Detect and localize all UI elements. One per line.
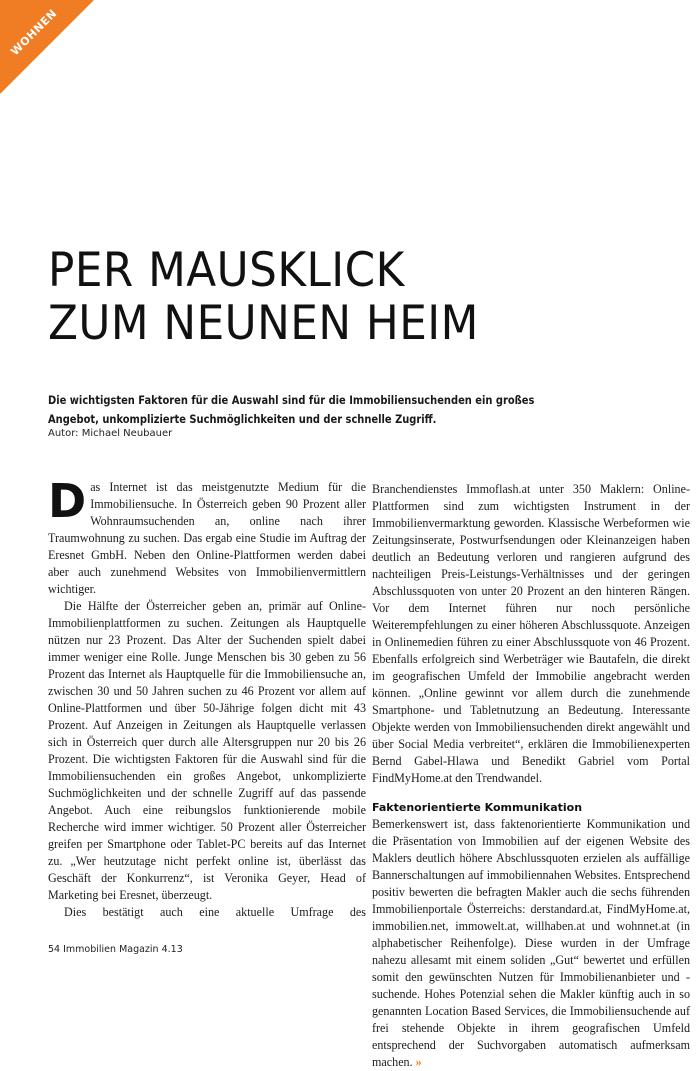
paragraph-3: Dies bestätigt auch eine aktuelle Umfrage des	[64, 905, 366, 919]
lead-line-2: Angebot, unkomplizierte Suchmöglichkeiten und der schnelle Zugriff.	[48, 413, 437, 426]
paragraph-4-text: Bemerkenswert ist, dass faktenorientierte Kommunikation und die Präsentation von Immobilien auf der eigenen Website des Maklers deutlich höhere Abschlussquoten erzielen als auffällige Bannerschaltungen auf immobiliennahen Websites. Entsprechend positiv bewerten die befragten Makler auch die sechs führenden Immobilienportale Österreichs: derstandard.at, FindMyHome.at, immobilien.net, immowelt.at, willhaben.at und wohnnet.at (in alphabetischer Reihenfolge). Diese wurden in der Umfrage nahezu allesamt mit einem soliden „Gut“ bewertet und erfüllen somit den gewünschten Nutzen für Immobilienanbieter und -suchende. Hohes Potenzial sehen die Makler künftig auch in so genannten Location Based Services, die Immobiliensuchende auf frei stehende Objekte in ihrem geografischen Umfeld entsprechend der Suchvorgaben automatisch aufmerksam machen.	[372, 817, 690, 1069]
end-mark: »	[415, 1055, 422, 1069]
body-column-right	[372, 481, 690, 1071]
drop-cap: D	[48, 474, 87, 528]
paragraph-2: Die Hälfte der Österreicher geben an, primär auf Online-Immobilienplattformen zu suchen. Zeitungen als Hauptquelle nützen nur 23 Prozent. Das Alter der Suchenden spielt dabei immer weniger eine Rolle. Junge Menschen bis 30 geben zu 56 Prozent das Internet als Hauptquelle für die Immobiliensuche an, zwischen 30 und 50 Jahren suchen zu 46 Prozent vor allem auf Online-Plattformen und über 50-Jährige folgen dicht mit 43 Prozent. Auf Anzeigen in Zeitungen als Hauptquelle verlassen sich in Österreich quer durch alle Altersgruppen nur 20 bis 26 Prozent. Die wichtigsten Faktoren für die Auswahl sind für die Immobiliensuchenden ein großes Angebot, unkomplizierte Suchmöglichkeiten und der schnelle Zugriff auf das passende Angebot. Auch eine reibungslos funktionierende mobile Recherche wird immer wichtiger. 50 Prozent aller Österreicher greifen per Smartphone oder Tablet-PC bereits auf das Internet zu. „Wer heutzutage nicht perfekt online ist, überlässt das Geschäft der Konkurrenz“, ist Veronika Geyer, Head of Marketing bei Eresnet, überzeugt.	[48, 599, 366, 902]
paragraph-intro	[48, 474, 366, 598]
article-title	[48, 244, 479, 350]
paragraph-1-text: as Internet ist das meistgenutzte Medium für die Immobiliensuche. In Österreich geben 90 Prozent aller Wohnraumsuchenden an, online nach ihrer Traumwohnung zu suchen. Das ergab eine Studie im Auftrag der Eresnet GmbH. Neben den Online-Plattformen werden dabei aber auch zunehmend Websites von Immobilienvermittlern wichtiger.	[48, 480, 366, 596]
page-footer: 54 Immobilien Magazin 4.13	[48, 944, 183, 955]
paragraph-3-continued: Branchendienstes Immoflash.at unter 350 Maklern: Online-Plattformen sind zum wichtigsten Instrument in der Immobilienvermarktung geworden. Klassische Werbeformen wie Zeitungsinserate, Postwurfsendungen oder Kleinanzeigen haben deutlich an Bedeutung verloren und rangieren aufgrund des nachteiligen Preis-Leistungs-Verhältnisses und der geringen Abschlussquoten von unter 20 Prozent an den hinteren Rängen. Vor dem Internet führen nur noch persönliche Weiterempfehlungen zu einer höheren Abschlussquote. Anzeigen in Onlinemedien führen zu einer Abschlussquote von 46 Prozent. Ebenfalls erfolgreich sind Werbeträger wie Bautafeln, die direkt im geografischen Umfeld der Immobilie angebracht werden können. „Online gewinnt vor allem durch die zunehmende Smartphone- und Tabletnutzung an Bedeutung. Interessante Objekte werden von Immobiliensuchenden direkt angewählt und über Social Media verbreitet“, erklären die Immobilienexperten Bernd Gabel-Hlawa und Benedikt Gabriel vom Portal FindMyHome.at den Trendwandel.	[372, 482, 690, 785]
body-column-left	[48, 474, 366, 921]
paragraph-4	[372, 816, 690, 1071]
section-subheading: Faktenorientierte Kommunikation	[372, 801, 583, 814]
lead-line-1: Die wichtigsten Faktoren für die Auswahl sind für die Immobiliensuchenden ein großes	[48, 394, 535, 407]
title-line-2: ZUM NEUNEN HEIM	[48, 296, 479, 351]
section-tag: WOHNEN	[8, 6, 60, 59]
article-lead	[48, 391, 561, 429]
title-line-1: PER MAUSKLICK	[48, 243, 405, 298]
author-line: Autor: Michael Neubauer	[48, 428, 173, 439]
